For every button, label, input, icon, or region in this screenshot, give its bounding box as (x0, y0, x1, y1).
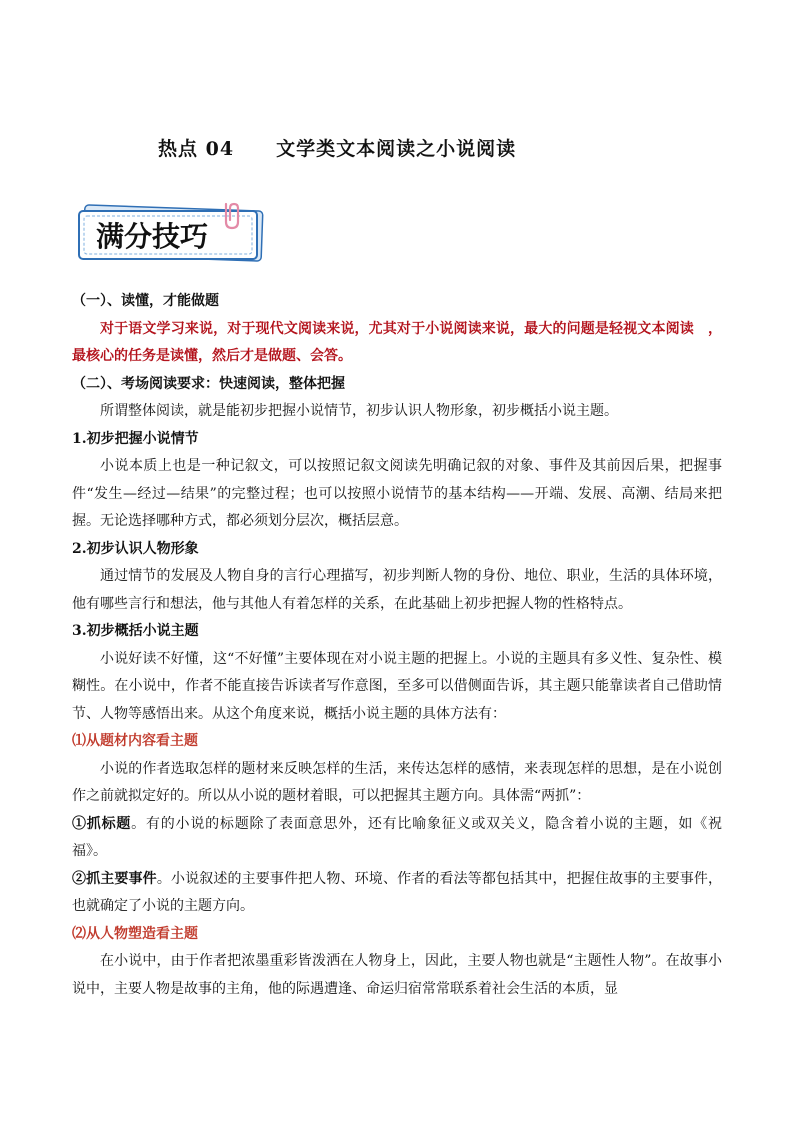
point-1-heading: 1.初步把握小说情节 (72, 430, 199, 447)
point-2-body: 通过情节的发展及人物自身的言行心理描写，初步判断人物的身份、地位、职业，生活的具体环境，他有哪些言行和想法，他与其他人有着怎样的关系，在此基础上初步把握人物的性格特点。 (72, 568, 722, 612)
point-3-heading: 3.初步概括小说主题 (72, 623, 199, 639)
full-marks-tips-badge (76, 202, 268, 264)
point-3-body: 小说好读不好懂，这“不好懂”主要体现在对小说主题的把握上。小说的主题具有多义性、复杂性、模糊性。在小说中，作者不能直接告诉读者写作意图，至多可以借侧面告诉，其主题只能靠读者自己借助情节、人物等感悟出来。从这个角度来说，概括小说主题的具体方法有： (72, 650, 722, 722)
item-2-lead: ②抓主要事件 (72, 870, 157, 887)
item-2-body: 。小说叙述的主要事件把人物、环境、作者的看法等都包括其中，把握住故事的主要事件，也就确定了小说的主题方向。 (72, 870, 723, 914)
section-1-heading: （一）、读懂，才能做题 (72, 293, 219, 309)
method-1-heading: ⑴从题材内容看主题 (72, 733, 198, 749)
section-1-body: 对于语文学习来说，对于现代文阅读来说，尤其对于小说阅读来说，最大的问题是轻视文本阅读 ，最核心的任务是读懂，然后才是做题、会答。 (72, 320, 722, 364)
item-1-lead: ①抓标题 (72, 815, 132, 832)
title-text: 文学类文本阅读之小说阅读 (276, 138, 517, 160)
section-2-body: 所谓整体阅读，就是能初步把握小说情节，初步认识人物形象，初步概括小说主题。 (100, 403, 618, 419)
method-2-body: 在小说中，由于作者把浓墨重彩皆泼洒在人物身上，因此，主要人物也就是“主题性人物”。在故事小说中，主要人物是故事的主角，他的际遇遭逢、命运归宿常常联系着社会生活的本质，显 (72, 953, 722, 997)
badge-graphic (76, 202, 268, 264)
page-title (158, 134, 516, 161)
method-1-item-2 (72, 866, 722, 921)
method-1-item-1 (72, 811, 722, 866)
point-1-body: 小说本质上也是一种记叙文，可以按照记叙文阅读先明确记叙的对象、事件及其前因后果，把握事件“发生—经过—结果”的完整过程；也可以按照小说情节的基本结构——开端、发展、高潮、结局来把握。无论选择哪种方式，都必须划分层次，概括层意。 (72, 458, 722, 529)
badge-text: 满分技巧 (96, 220, 209, 253)
method-1-body: 小说的作者选取怎样的题材来反映怎样的生活，来传达怎样的感情，来表现怎样的思想，是在小说创作之前就拟定好的。所以从小说的题材着眼，可以把握其主题方向。具体需“两抓”： (72, 760, 722, 804)
item-1-body: 。有的小说的标题除了表面意思外，还有比喻象征义或双关义，隐含着小说的主题，如《祝福》。 (72, 815, 723, 859)
content-body (72, 288, 722, 1003)
method-2-heading: ⑵从人物塑造看主题 (72, 925, 198, 942)
section-2-heading: （二）、考场阅读要求：快速阅读，整体把握 (72, 375, 345, 392)
point-2-heading: 2.初步认识人物形象 (72, 540, 199, 557)
hotspot-label: 热点 04 (158, 138, 235, 160)
